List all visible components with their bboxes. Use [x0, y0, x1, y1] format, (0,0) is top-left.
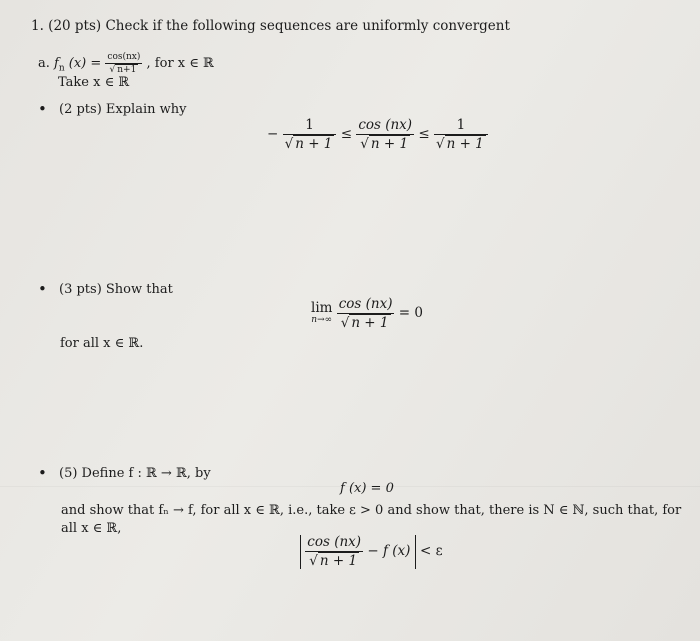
le-1: ≤	[340, 126, 353, 142]
lim-operator: lim n→∞	[311, 300, 333, 325]
abs-bar-left	[300, 535, 301, 569]
fn-subscript: n	[58, 63, 65, 74]
fn-symbol: f	[54, 56, 59, 71]
question-title: 1. (20 pts) Check if the following sequences are uniformly convergent	[31, 18, 510, 34]
minus-sign: −	[267, 126, 279, 142]
inequality	[267, 117, 488, 152]
bullet-1-label: (2 pts) Explain why	[59, 102, 187, 117]
limit-equation	[311, 296, 423, 331]
part-a-fraction	[105, 52, 142, 75]
fn-arg: (x) =	[68, 56, 102, 71]
part-a-denominator: √ n+1	[109, 65, 137, 75]
all-x-line: all x ∈ ℝ,	[61, 521, 122, 536]
bullet-marker: •	[38, 100, 47, 118]
bullet-3-label: (5) Define f : ℝ → ℝ, by	[59, 466, 211, 481]
limit-rhs: = 0	[398, 305, 423, 321]
limit-fraction: $\frac{\cos (nx)}{√ n + 1}$	[338, 296, 393, 331]
minus-f: − f (x)	[367, 543, 411, 559]
take-x-line: Take x ∈ ℝ	[58, 75, 130, 90]
show-that-line: and show that fₙ → f, for all x ∈ ℝ, i.e., take ε > 0 and show that, there is N ∈ ℕ, such that, for	[61, 503, 682, 518]
abs-fraction: $\frac{\cos (nx)}{√ n + 1}$	[307, 534, 362, 569]
bullet-marker: •	[38, 280, 47, 298]
abs-inequality	[300, 534, 443, 569]
for-all-line: for all x ∈ ℝ.	[60, 336, 144, 351]
definition-line: f (x) = 0	[340, 481, 394, 496]
le-2: ≤	[418, 126, 430, 142]
abs-bar-right	[415, 535, 416, 569]
less-than-eps: < ε	[419, 543, 443, 559]
bullet-2-label: (3 pts) Show that	[59, 282, 173, 297]
middle-fraction: $\frac{\cos (nx)}{√ n + 1}$	[358, 117, 413, 152]
right-fraction: $\frac{1}{√ n + 1}$	[434, 117, 488, 152]
part-a-numerator: cos(nx)	[107, 52, 141, 62]
part-a-domain: , for x ∈ ℝ	[146, 56, 214, 71]
bullet-1	[38, 99, 186, 117]
bullet-marker: •	[38, 464, 47, 482]
left-fraction: $\frac{1}{√ n + 1}$	[283, 117, 337, 152]
bullet-2	[38, 279, 173, 297]
part-a-label: a.	[38, 56, 50, 71]
part-a-line	[38, 52, 214, 75]
bullet-3	[38, 463, 211, 481]
